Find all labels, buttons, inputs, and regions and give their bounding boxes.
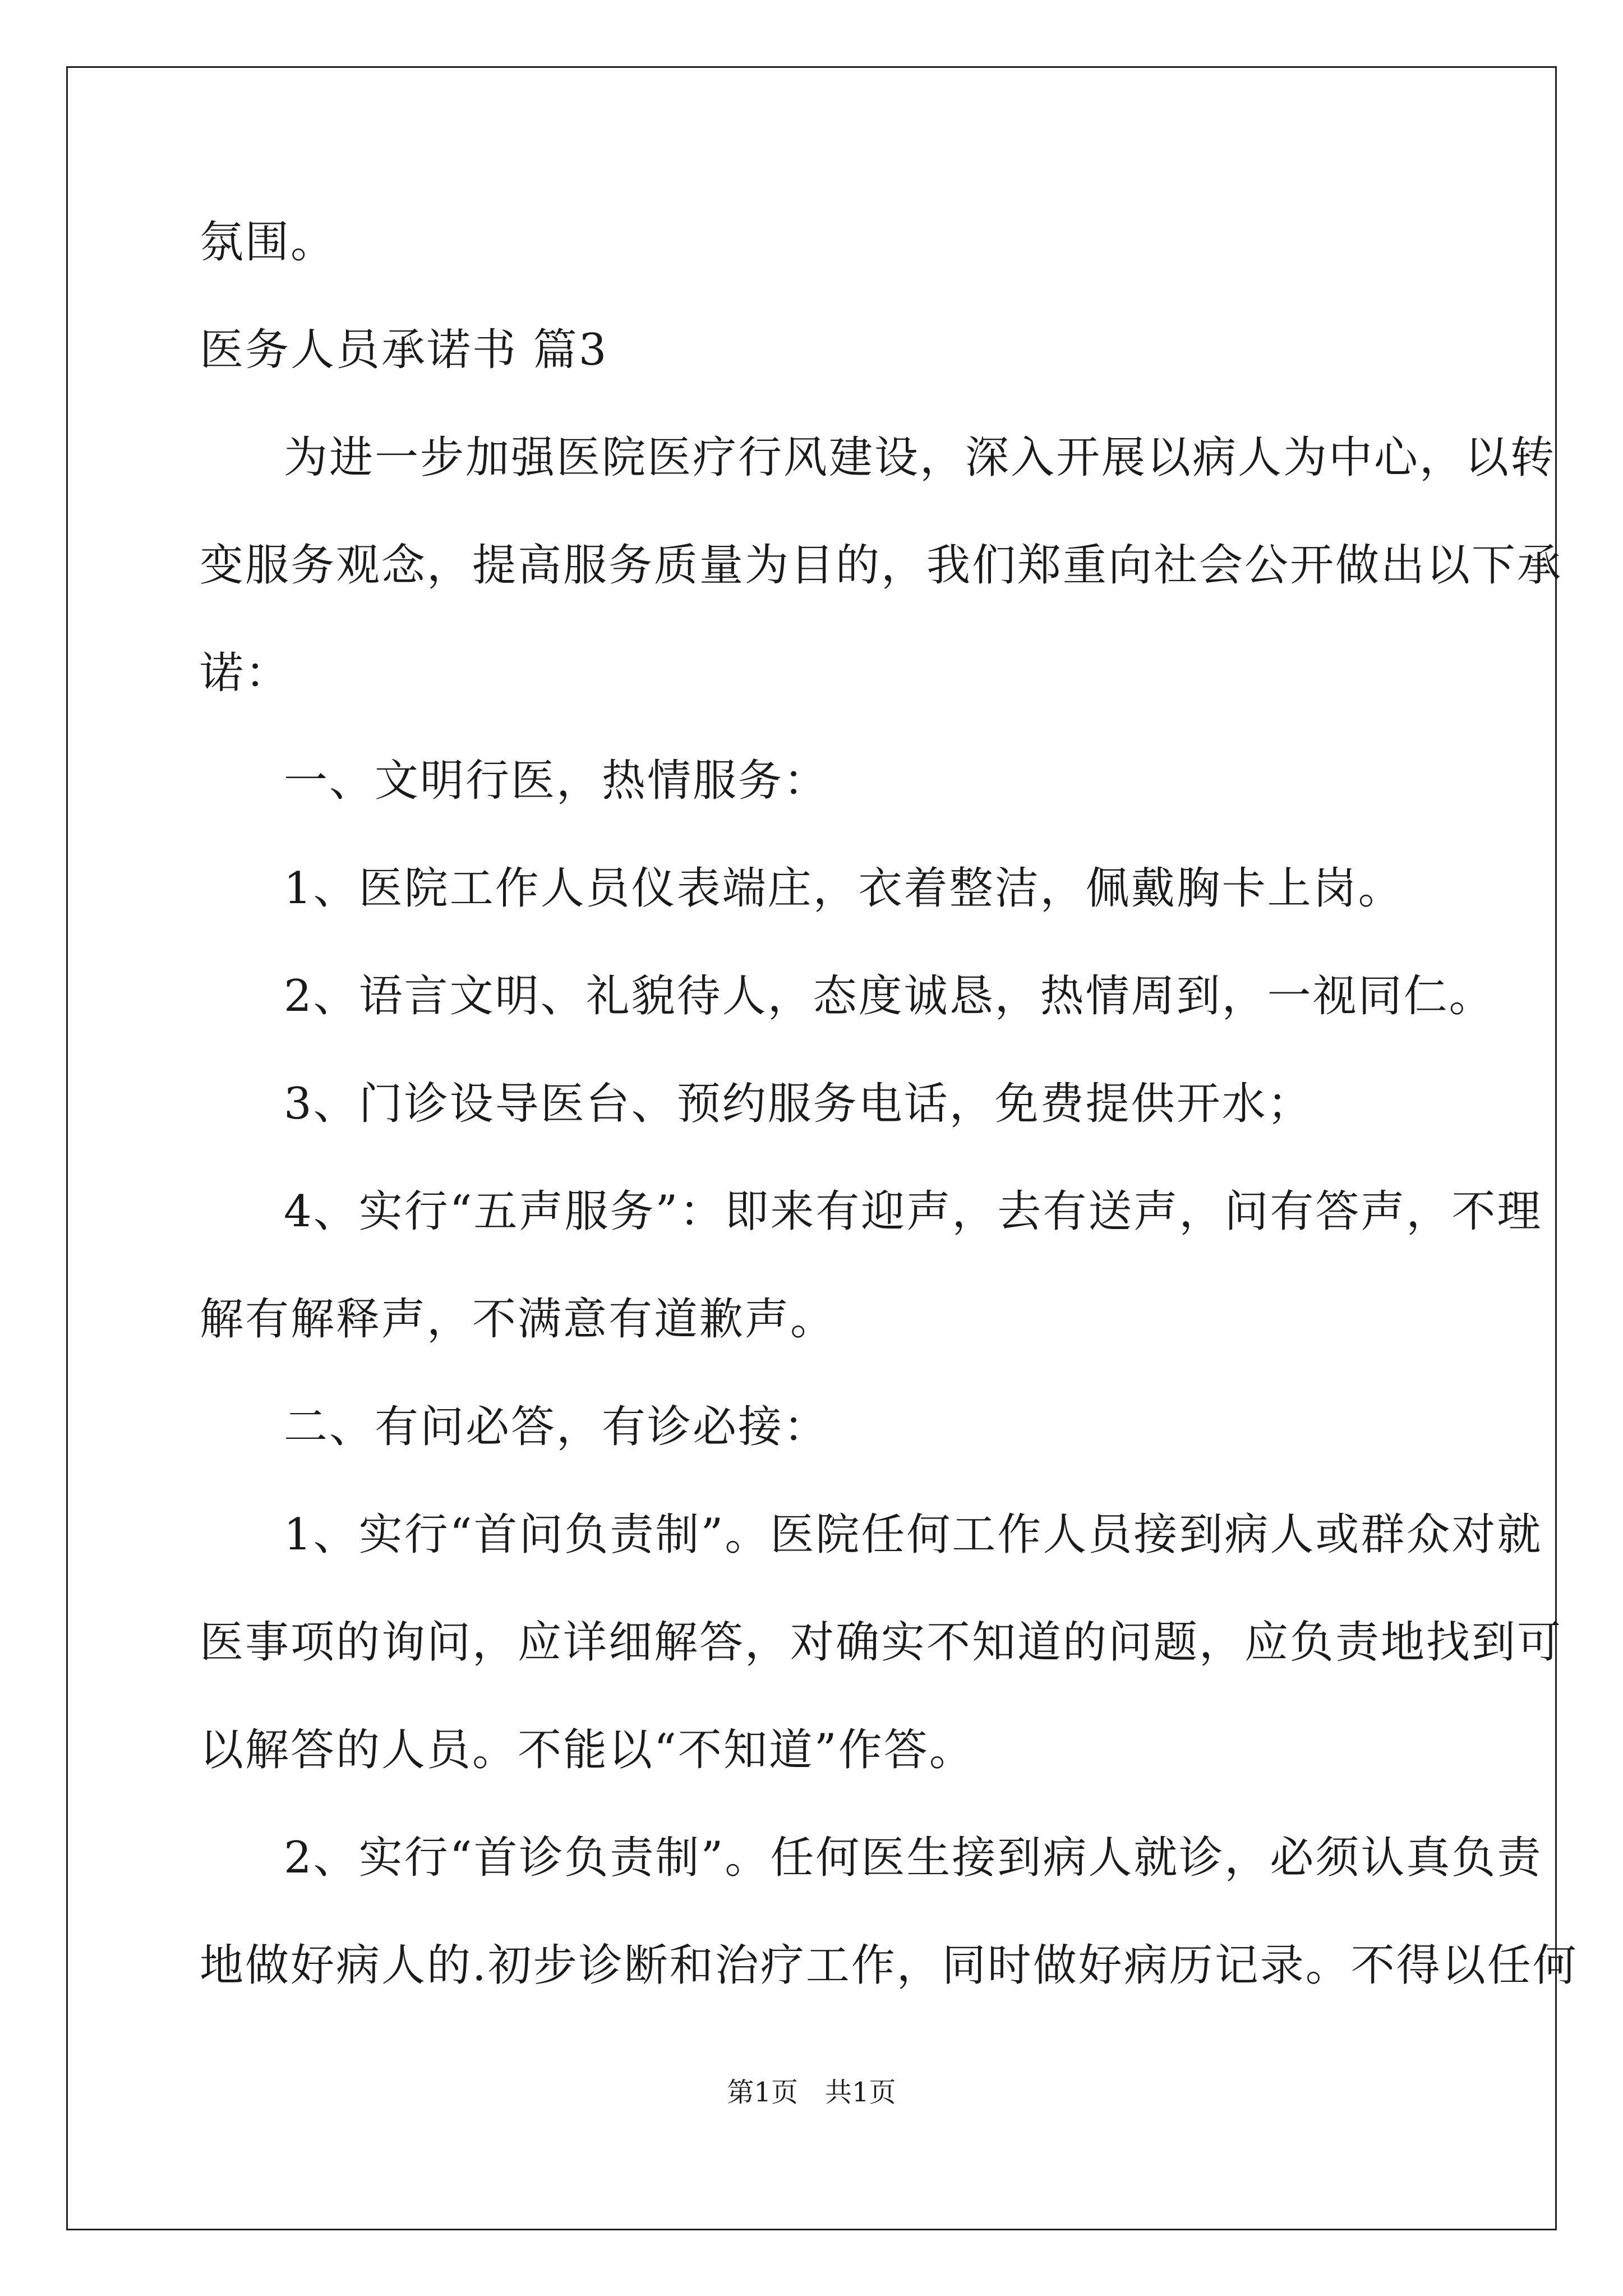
- page-footer: [0, 2076, 1623, 2109]
- text-line: 2、实行“首诊负责制”。任何医生接到病人就诊，必须认真负责: [284, 1833, 1543, 1883]
- text-line: 1、实行“首问负责制”。医院任何工作人员接到病人或群众对就: [284, 1510, 1543, 1560]
- text-line: 4、实行“五声服务”：即来有迎声，去有送声，问有答声，不理: [284, 1186, 1543, 1237]
- text-line: 诺：: [200, 648, 291, 698]
- text-line: 3、门诊设导医台、预约服务电话，免费提供开水；: [284, 1079, 1313, 1129]
- page-border: [66, 66, 1557, 2230]
- text-line: 医事项的询问，应详细解答，对确实不知道的问题，应负责地找到可: [200, 1617, 1563, 1668]
- page-total: 共1页: [825, 2077, 896, 2108]
- text-line: 地做好病人的.初步诊断和治疗工作，同时做好病历记录。不得以任何: [200, 1940, 1578, 1991]
- text-line: 变服务观念，提高服务质量为目的，我们郑重向社会公开做出以下承: [200, 540, 1563, 591]
- text-line: 以解答的人员。不能以“不知道”作答。: [200, 1725, 975, 1775]
- text-line: 1、医院工作人员仪表端庄，衣着整洁，佩戴胸卡上岗。: [284, 863, 1404, 914]
- text-line: 氛围。: [200, 217, 336, 268]
- section-heading: 医务人员承诺书 篇3: [200, 325, 608, 375]
- text-line: 为进一步加强医院医疗行风建设，深入开展以病人为中心，以转: [284, 432, 1556, 483]
- page-number: 第1页: [727, 2077, 798, 2108]
- text-line: 2、语言文明、礼貌待人，态度诚恳，热情周到，一视同仁。: [284, 971, 1495, 1022]
- text-line: 二、有问必答，有诊必接：: [284, 1402, 829, 1452]
- text-line: 一、文明行医，热情服务：: [284, 756, 829, 806]
- text-line: 解有解释声，不满意有道歉声。: [200, 1294, 836, 1345]
